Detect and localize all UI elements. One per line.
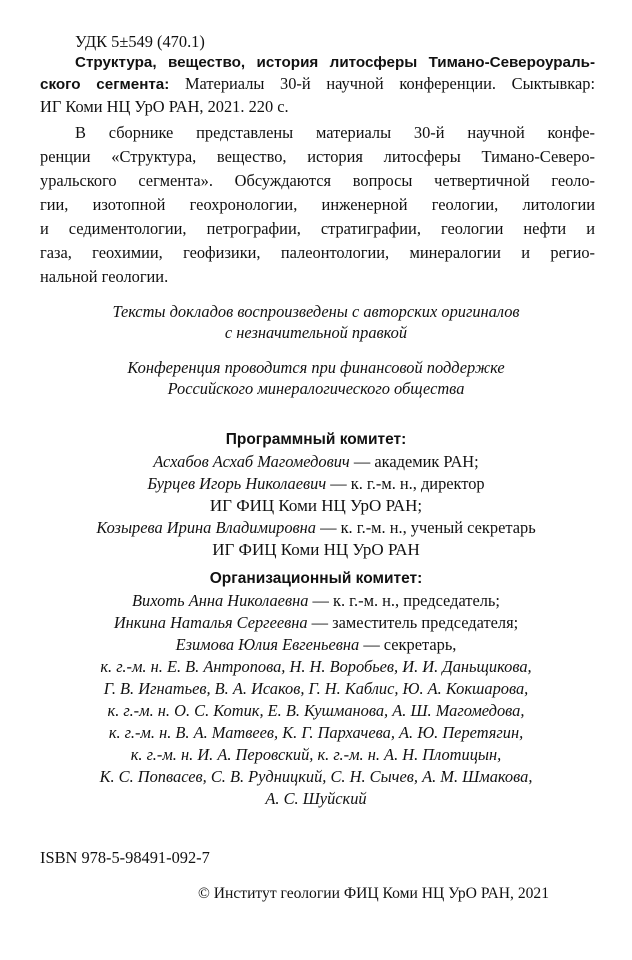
org-committee-members-line: к. г.-м. н. И. А. Перовский, к. г.-м. н. А. Н. Плотицын, xyxy=(130,745,502,764)
member-name: Вихоть Анна Николаевна xyxy=(132,591,309,610)
org-committee-member xyxy=(0,611,632,635)
citation-title-part-2: ского сегмента: xyxy=(40,76,170,93)
abstract-line: гии, изотопной геохронологии, инженерной геологии, литологии xyxy=(40,195,595,214)
member-role: — к. г.-м. н., директор xyxy=(326,474,485,493)
program-committee-org: ИГ ФИЦ Коми НЦ УрО РАН xyxy=(212,540,420,559)
note-funding: Российского минералогического общества xyxy=(167,379,465,398)
member-name: Асхабов Асхаб Магомедович xyxy=(153,452,350,471)
member-role: — заместитель председателя; xyxy=(307,613,519,632)
org-committee-members-line: к. г.-м. н. О. С. Котик, Е. В. Кушманова, А. Ш. Магомедова, xyxy=(107,701,525,720)
member-name: Езимова Юлия Евгеньевна xyxy=(175,635,360,654)
member-name: Козырева Ирина Владимировна xyxy=(96,518,316,537)
org-committee-heading: Организационный комитет: xyxy=(209,570,423,587)
citation-title-part-1: Структура, вещество, история литосферы Тимано-Североураль- xyxy=(75,54,595,71)
program-committee-member xyxy=(0,472,632,496)
abstract-line: нальной геологии. xyxy=(40,267,169,286)
org-committee-members-line: к. г.-м. н. В. А. Матвеев, К. Г. Пархачева, А. Ю. Перетягин, xyxy=(108,723,524,742)
program-committee-member xyxy=(0,450,632,474)
member-role: — к. г.-м. н., председатель; xyxy=(308,591,500,610)
org-committee-members-line: К. С. Попвасев, С. В. Рудницкий, С. Н. Сычев, А. М. Шмакова, xyxy=(99,767,533,786)
citation-line-2 xyxy=(40,72,595,97)
member-name: Инкина Наталья Сергеевна xyxy=(113,613,308,632)
org-committee-members-line: к. г.-м. н. Е. В. Антропова, Н. Н. Воробьев, И. И. Даньщикова, xyxy=(100,657,532,676)
org-committee-members-line: А. С. Шуйский xyxy=(265,789,367,808)
citation-publisher: ИГ Коми НЦ УрО РАН, 2021. 220 с. xyxy=(40,97,289,116)
abstract-line: и седиментологии, петрографии, стратиграфии, геологии нефти и xyxy=(40,219,595,238)
abstract-line: газа, геохимии, геофизики, палеонтологии, минералогии и регио- xyxy=(40,243,595,262)
abstract-line: ренции «Структура, вещество, история литосферы Тимано-Северо- xyxy=(40,147,595,166)
org-committee-member xyxy=(0,589,632,613)
abstract-line: уральского сегмента». Обсуждаются вопросы четвертичной геоло- xyxy=(40,171,595,190)
udk-code: УДК 5±549 (470.1) xyxy=(75,32,205,51)
member-name: Бурцев Игорь Николаевич xyxy=(147,474,327,493)
member-role: — к. г.-м. н., ученый секретарь xyxy=(316,518,536,537)
program-committee-member xyxy=(0,516,632,540)
note-reproduction: Тексты докладов воспроизведены с авторских оригиналов xyxy=(112,302,520,321)
member-role: — секретарь, xyxy=(359,635,457,654)
org-committee-member xyxy=(0,633,632,657)
member-role: — академик РАН; xyxy=(349,452,479,471)
note-reproduction: с незначительной правкой xyxy=(224,323,408,342)
program-committee-heading: Программный комитет: xyxy=(225,431,407,448)
copyright: © Институт геологии ФИЦ Коми НЦ УрО РАН, 2021 xyxy=(198,885,550,902)
program-committee-org: ИГ ФИЦ Коми НЦ УрО РАН; xyxy=(209,496,423,515)
citation-source: Материалы 30-й научной конференции. Сыктывкар: xyxy=(169,74,595,93)
org-committee-members-line: Г. В. Игнатьев, В. А. Исаков, Г. Н. Каблис, Ю. А. Кокшарова, xyxy=(103,679,529,698)
abstract-line: В сборнике представлены материалы 30-й научной конфе- xyxy=(75,123,595,142)
isbn: ISBN 978-5-98491-092-7 xyxy=(40,848,210,867)
note-funding: Конференция проводится при финансовой поддержке xyxy=(127,358,505,377)
